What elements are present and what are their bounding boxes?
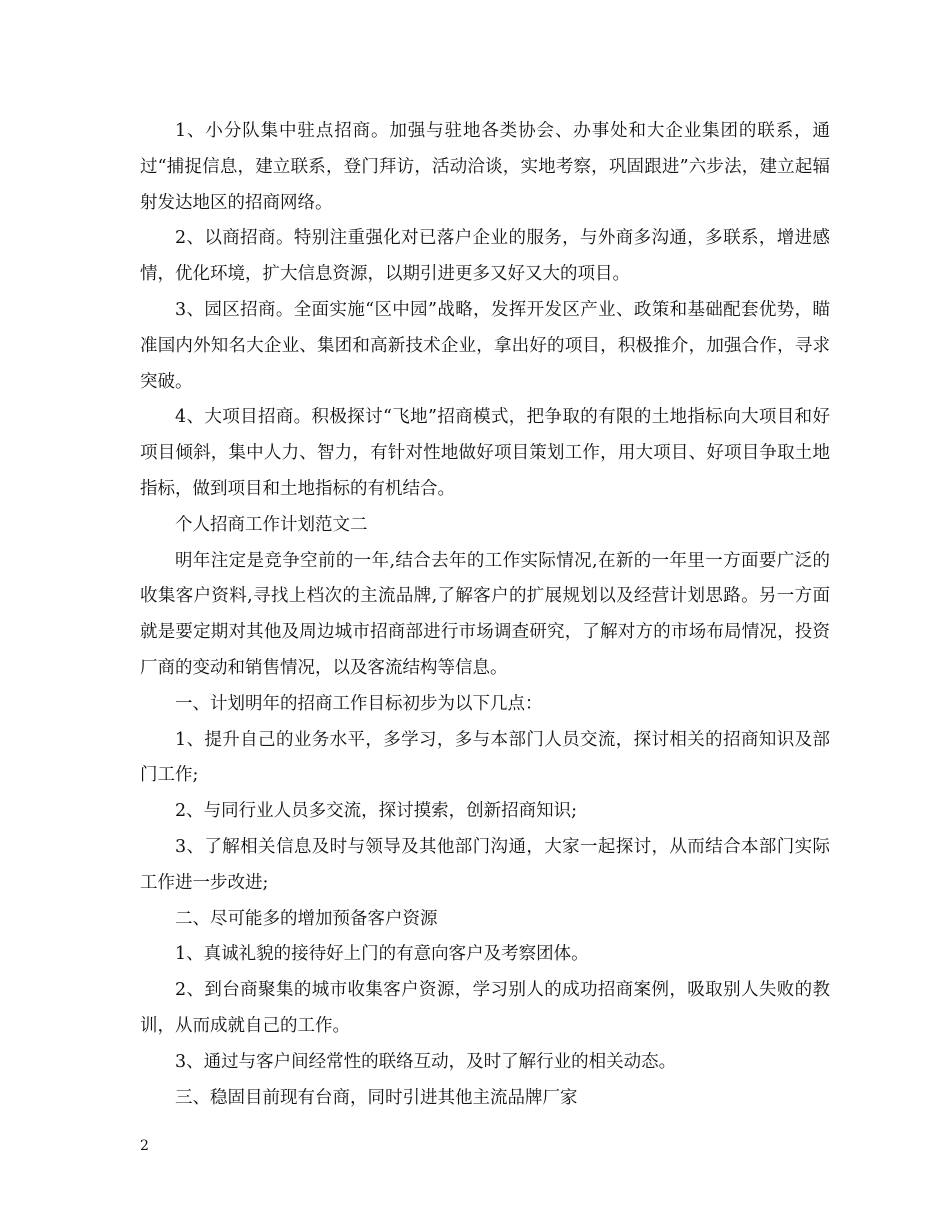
paragraph-6: 明年注定是竞争空前的一年,结合去年的工作实际情况,在新的一年里一方面要广泛的收集客户资料,寻找上档次的主流品牌,了解客户的扩展规划以及经营计划思路。另一方面就是要定期对其他及周边城市招商部进行市场调查研究，了解对方的市场布局情况，投资厂商的变动和销售情况，以及客流结构等信息。 bbox=[140, 550, 830, 678]
document-body bbox=[140, 114, 830, 1116]
page-number: 2 bbox=[140, 1138, 149, 1154]
section-heading-2: 个人招商工作计划范文二 bbox=[175, 514, 368, 535]
paragraph-12: 1、真诚礼貌的接待好上门的有意向客户及考察团体。 bbox=[175, 944, 589, 965]
paragraph-9: 2、与同行业人员多交流，探讨摸索，创新招商知识; bbox=[175, 801, 578, 822]
paragraph-1: 1、小分队集中驻点招商。加强与驻地各类协会、办事处和大企业集团的联系，通过“捕捉信息，建立联系，登门拜访，活动洽谈，实地考察，巩固跟进”六步法，建立起辐射发达地区的招商网络。 bbox=[140, 121, 830, 213]
paragraph-10: 3、了解相关信息及时与领导及其他部门沟通，大家一起探讨，从而结合本部门实际工作进一步改进; bbox=[140, 836, 830, 893]
paragraph-7: 一、计划明年的招商工作目标初步为以下几点： bbox=[175, 693, 543, 714]
paragraph-8: 1、提升自己的业务水平，多学习，多与本部门人员交流，探讨相关的招商知识及部门工作; bbox=[140, 729, 830, 786]
paragraph-2: 2、以商招商。特别注重强化对已落户企业的服务，与外商多沟通，多联系，增进感情，优化环境，扩大信息资源，以期引进更多又好又大的项目。 bbox=[140, 228, 830, 285]
paragraph-15: 三、稳固目前现有台商，同时引进其他主流品牌厂家 bbox=[175, 1087, 578, 1108]
paragraph-4: 4、大项目招商。积极探讨“飞地”招商模式，把争取的有限的土地指标向大项目和好项目倾斜，集中人力、智力，有针对性地做好项目策划工作，用大项目、好项目争取土地指标，做到项目和土地指标的有机结合。 bbox=[140, 407, 830, 499]
paragraph-13: 2、到台商聚集的城市收集客户资源，学习别人的成功招商案例，吸取别人失败的教训，从而成就自己的工作。 bbox=[140, 980, 830, 1036]
paragraph-14: 3、通过与客户间经常性的联络互动，及时了解行业的相关动态。 bbox=[175, 1051, 677, 1072]
paragraph-3: 3、园区招商。全面实施“区中园”战略，发挥开发区产业、政策和基础配套优势，瞄准国内外知名大企业、集团和高新技术企业，拿出好的项目，积极推介，加强合作，寻求突破。 bbox=[140, 299, 830, 392]
paragraph-11: 二、尽可能多的增加预备客户资源 bbox=[175, 908, 438, 929]
